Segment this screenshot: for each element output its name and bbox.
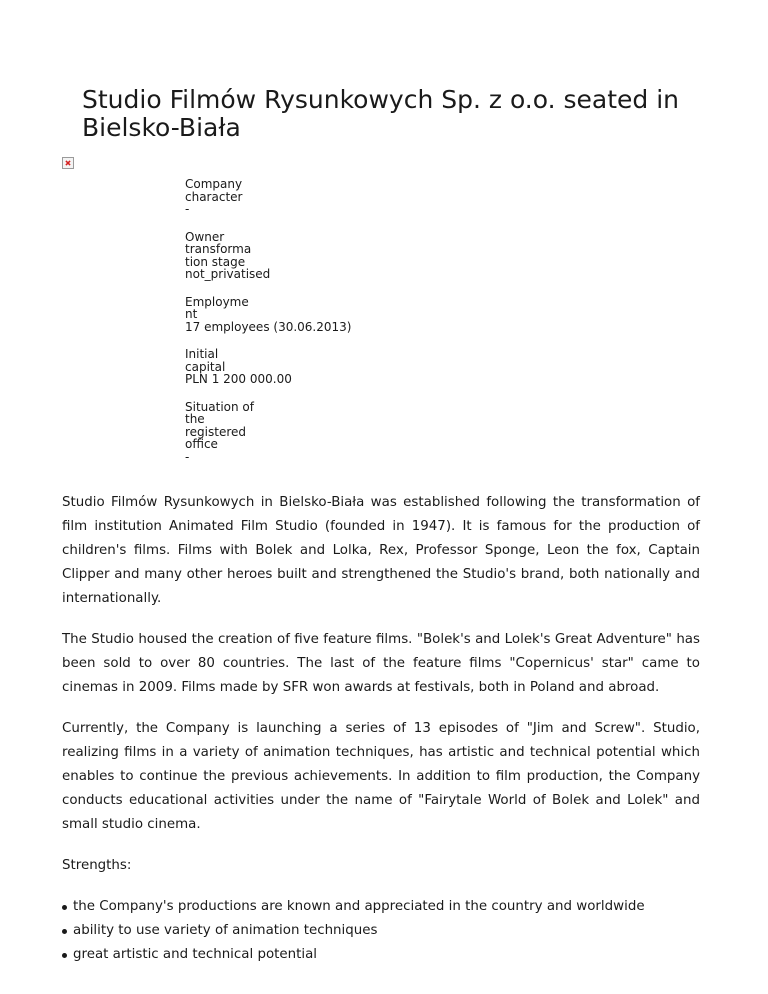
- strengths-heading: Strengths:: [62, 858, 132, 873]
- paragraph-feature-films: The Studio housed the creation of five feature films. "Bolek's and Lolek's Great Adventure" has been sold to over 80 countries. The last of the feature films "Copernicus' star" came to cinemas in 2009. Films made by SFR won awards at festivals, both in Poland and abroad.: [62, 632, 700, 695]
- broken-image-icon: [62, 157, 74, 169]
- fact-label: Situation of the registered office: [185, 399, 254, 451]
- fact-value: -: [185, 449, 190, 464]
- company-facts: [185, 178, 445, 478]
- fact-employment: [185, 296, 445, 334]
- paragraph-current-activities: Currently, the Company is launching a series of 13 episodes of "Jim and Screw". Studio, realizing films in a variety of animation techniques, has artistic and technical potential which enables to continue the previous achievements. In addition to film production, the Company conducts educational activities under the name of "Fairytale World of Bolek and Lolek" and small studio cinema.: [62, 721, 700, 832]
- list-item: [62, 919, 700, 943]
- paragraph-intro: Studio Filmów Rysunkowych in Bielsko-Biała was established following the transformation of film institution Animated Film Studio (founded in 1947). It is famous for the production of children's films. Films with Bolek and Lolka, Rex, Professor Sponge, Leon the fox, Captain Clipper and many other heroes built and strengthened the Studio's brand, both nationally and internationally.: [62, 495, 700, 606]
- strengths-list: [62, 895, 700, 967]
- fact-label: Company character: [185, 177, 243, 204]
- fact-label: Employment: [185, 294, 249, 321]
- fact-owner-transformation-stage: [185, 231, 445, 281]
- fact-value: -: [185, 202, 190, 216]
- fact-initial-capital: [185, 348, 445, 386]
- fact-label: Owner transformation stage: [185, 229, 252, 269]
- article-body: [62, 491, 700, 967]
- page-title: Studio Filmów Rysunkowych Sp. z o.o. seated in Bielsko-Biała: [82, 85, 680, 142]
- fact-registered-office-situation: [185, 401, 445, 464]
- bullet-icon: [62, 929, 67, 934]
- fact-value: not_privatised: [185, 267, 271, 281]
- bullet-icon: [62, 953, 67, 958]
- list-item-text: ability to use variety of animation techniques: [73, 923, 378, 938]
- fact-label: Initial capital: [185, 347, 226, 374]
- fact-value: 17 employees (30.06.2013): [185, 319, 352, 334]
- list-item-text: great artistic and technical potential: [73, 947, 318, 962]
- bullet-icon: [62, 905, 67, 910]
- fact-value: PLN 1 200 000.00: [185, 372, 292, 386]
- list-item-text: the Company's productions are known and appreciated in the country and worldwide: [73, 899, 645, 914]
- list-item: [62, 895, 700, 919]
- list-item: [62, 943, 700, 967]
- fact-company-character: [185, 178, 445, 216]
